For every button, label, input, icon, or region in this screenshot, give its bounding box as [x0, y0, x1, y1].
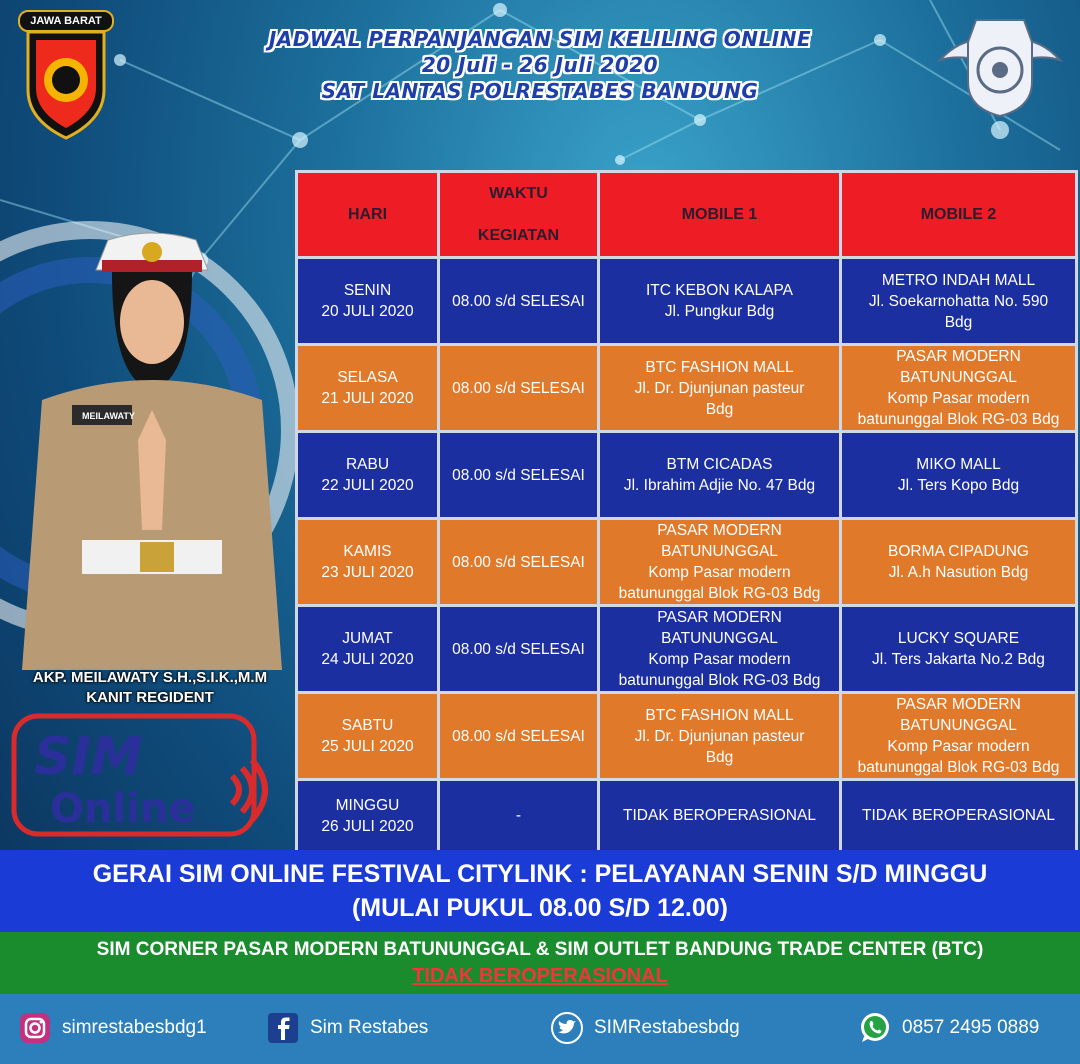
- header-waktu: WAKTU KEGIATAN: [439, 172, 599, 258]
- mobile-2-cell: PASAR MODERN BATUNUNGGAL Komp Pasar modern batununggal Blok RG-03 Bdg: [841, 345, 1077, 432]
- gerai-line-2: (MULAI PUKUL 08.00 S/D 12.00): [351, 894, 729, 922]
- officer-nametag: MEILAWATY: [82, 411, 135, 421]
- table-header-row: [297, 172, 1077, 258]
- header-hari: HARI: [297, 172, 439, 258]
- corner-line-1: SIM CORNER PASAR MODERN BATUNUNGGAL & SIM OUTLET BANDUNG TRADE CENTER (BTC): [96, 939, 984, 960]
- corner-status: TIDAK BEROPERASIONAL: [412, 965, 668, 987]
- day-cell: RABU 22 JULI 2020: [297, 432, 439, 519]
- officer-name: AKP. MEILAWATY S.H.,S.I.K.,M.M: [32, 669, 268, 686]
- officer-role: KANIT REGIDENT: [86, 689, 214, 706]
- time-cell: -: [439, 780, 599, 852]
- day-cell: SABTU 25 JULI 2020: [297, 693, 439, 780]
- sim-logo-line1: SIM: [34, 727, 143, 787]
- header-mobile-2: MOBILE 2: [841, 172, 1077, 258]
- whatsapp-icon: [858, 1011, 892, 1045]
- mobile-1-cell: TIDAK BEROPERASIONAL: [599, 780, 841, 852]
- table-row: [297, 519, 1077, 606]
- mobile-1-cell: PASAR MODERN BATUNUNGGAL Komp Pasar modern batununggal Blok RG-03 Bdg: [599, 606, 841, 693]
- title-line-1: JADWAL PERPANJANGAN SIM KELILING ONLINE: [268, 27, 812, 51]
- header-mobile-1: MOBILE 1: [599, 172, 841, 258]
- time-cell: 08.00 s/d SELESAI: [439, 432, 599, 519]
- social-instagram[interactable]: [18, 1010, 207, 1046]
- twitter-icon: [550, 1011, 584, 1045]
- mobile-1-cell: BTC FASHION MALL Jl. Dr. Djunjunan pasteur Bdg: [599, 345, 841, 432]
- sim-online-logo: [10, 712, 280, 842]
- gerai-line-1: GERAI SIM ONLINE FESTIVAL CITYLINK : PELAYANAN SENIN S/D MINGGU: [92, 860, 988, 888]
- korlantas-emblem-icon: [936, 12, 1064, 120]
- page-title: [200, 26, 880, 104]
- table-row: [297, 693, 1077, 780]
- mobile-1-cell: BTC FASHION MALL Jl. Dr. Djunjunan pasteur Bdg: [599, 693, 841, 780]
- day-cell: SELASA 21 JULI 2020: [297, 345, 439, 432]
- table-row: [297, 345, 1077, 432]
- polda-jabar-logo: [18, 10, 114, 140]
- social-bar: [0, 994, 1080, 1064]
- title-line-2: 20 Juli - 26 Juli 2020: [421, 53, 659, 77]
- facebook-name: Sim Restabes: [310, 1017, 429, 1038]
- time-cell: 08.00 s/d SELESAI: [439, 693, 599, 780]
- table-row: [297, 606, 1077, 693]
- title-line-3: SAT LANTAS POLRESTABES BANDUNG: [321, 79, 759, 103]
- facebook-icon: [266, 1011, 300, 1045]
- sim-logo-line2: Online: [50, 786, 196, 832]
- social-twitter[interactable]: [550, 1010, 740, 1046]
- schedule-table: [295, 170, 1078, 853]
- instagram-handle: simrestabesbdg1: [62, 1017, 207, 1038]
- sim-corner-notice: [0, 932, 1080, 994]
- mobile-2-cell: LUCKY SQUARE Jl. Ters Jakarta No.2 Bdg: [841, 606, 1077, 693]
- day-cell: MINGGU 26 JULI 2020: [297, 780, 439, 852]
- day-cell: JUMAT 24 JULI 2020: [297, 606, 439, 693]
- table-row: [297, 258, 1077, 345]
- gerai-notice: [0, 850, 1080, 932]
- mobile-2-cell: TIDAK BEROPERASIONAL: [841, 780, 1077, 852]
- mobile-1-cell: PASAR MODERN BATUNUNGGAL Komp Pasar modern batununggal Blok RG-03 Bdg: [599, 519, 841, 606]
- table-row: [297, 780, 1077, 852]
- table-row: [297, 432, 1077, 519]
- time-cell: 08.00 s/d SELESAI: [439, 258, 599, 345]
- mobile-1-cell: ITC KEBON KALAPA Jl. Pungkur Bdg: [599, 258, 841, 345]
- time-cell: 08.00 s/d SELESAI: [439, 345, 599, 432]
- mobile-2-cell: BORMA CIPADUNG Jl. A.h Nasution Bdg: [841, 519, 1077, 606]
- social-whatsapp[interactable]: [858, 1010, 1039, 1046]
- mobile-2-cell: METRO INDAH MALL Jl. Soekarnohatta No. 590 Bdg: [841, 258, 1077, 345]
- mobile-1-cell: BTM CICADAS Jl. Ibrahim Adjie No. 47 Bdg: [599, 432, 841, 519]
- logo-banner: JAWA BARAT: [18, 10, 114, 32]
- signal-icon: [232, 760, 265, 820]
- social-facebook[interactable]: [266, 1010, 428, 1046]
- instagram-icon: [18, 1011, 52, 1045]
- officer-photo: [12, 230, 292, 670]
- whatsapp-number: 0857 2495 0889: [902, 1017, 1040, 1038]
- twitter-handle: SIMRestabesbdg: [594, 1017, 740, 1038]
- mobile-2-cell: MIKO MALL Jl. Ters Kopo Bdg: [841, 432, 1077, 519]
- time-cell: 08.00 s/d SELESAI: [439, 606, 599, 693]
- day-cell: SENIN 20 JULI 2020: [297, 258, 439, 345]
- mobile-2-cell: PASAR MODERN BATUNUNGGAL Komp Pasar modern batununggal Blok RG-03 Bdg: [841, 693, 1077, 780]
- day-cell: KAMIS 23 JULI 2020: [297, 519, 439, 606]
- time-cell: 08.00 s/d SELESAI: [439, 519, 599, 606]
